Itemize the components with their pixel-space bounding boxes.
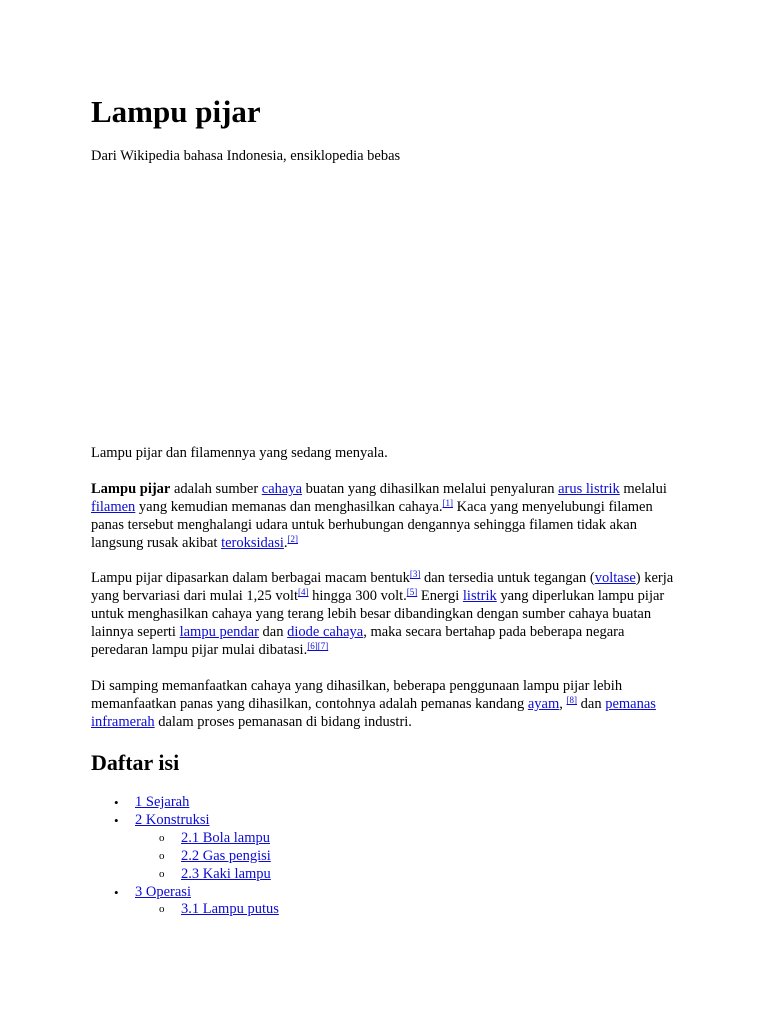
paragraph-heating [91, 677, 681, 731]
text: buatan yang dihasilkan melalui penyaluran [302, 481, 559, 497]
link-pemanas-inframerah[interactable]: pemanas inframerah [91, 696, 656, 730]
text: yang diperlukan lampu pijar untuk menghasilkan cahaya yang terang lebih besar dibandingkan dengan sumber cahaya buatan lainnya seperti [91, 588, 665, 640]
toc-item [91, 830, 279, 848]
toc-item [91, 848, 279, 866]
text: yang kemudian memanas dan menghasilkan cahaya. [135, 499, 443, 515]
link-cahaya[interactable]: cahaya [261, 481, 303, 497]
text: hingga 300 volt. [308, 588, 407, 604]
toc-item [91, 812, 279, 830]
text: dalam proses pemanasan di bidang industri. [154, 714, 412, 730]
link-diode-cahaya[interactable]: diode cahaya [287, 624, 364, 640]
article-image-placeholder [91, 176, 691, 436]
toc-title: Daftar isi [91, 750, 180, 775]
paragraph-market [91, 569, 681, 659]
text: . [283, 535, 288, 551]
reference-1[interactable]: [1] [442, 498, 454, 508]
bullet-circle-icon: o [159, 849, 165, 862]
bullet-disc-icon: • [114, 812, 119, 828]
page-title: Lampu pijar [91, 94, 261, 129]
toc-item [91, 884, 279, 902]
bullet-disc-icon: • [114, 795, 119, 810]
reference-8[interactable]: [8] [566, 695, 578, 705]
text: , maka secara bertahap pada beberapa negara peredaran lampu pijar mulai dibatasi. [91, 624, 625, 658]
bullet-circle-icon: o [159, 831, 165, 844]
bullet-disc-icon: • [114, 884, 119, 900]
bold-term: Lampu pijar [91, 481, 171, 497]
text: , [559, 696, 567, 712]
reference-6-7[interactable]: [6][7] [307, 641, 329, 651]
reference-3[interactable]: [3] [409, 569, 421, 579]
reference-2[interactable]: [2] [287, 534, 299, 544]
link-ayam[interactable]: ayam [527, 696, 560, 712]
text: dan tersedia untuk tegangan ( [420, 570, 595, 586]
text: Energi [417, 588, 463, 604]
text: Di samping memanfaatkan cahaya yang dihasilkan, beberapa penggunaan lampu pijar lebih memanfaatkan panas yang dihasilkan, contohnya adalah pemanas kandang [91, 678, 623, 712]
link-arus-listrik[interactable]: arus listrik [558, 481, 620, 497]
reference-5[interactable]: [5] [406, 587, 418, 597]
table-of-contents [91, 794, 279, 919]
toc-link-lampu-putus[interactable]: 3.1 Lampu putus [181, 901, 279, 918]
text: adalah sumber [170, 481, 262, 497]
text: dan [577, 696, 606, 712]
toc-link-kaki-lampu[interactable]: 2.3 Kaki lampu [181, 865, 271, 882]
toc-item [91, 901, 279, 919]
text: dan [258, 624, 288, 640]
paragraph-intro [91, 480, 681, 552]
site-tagline: Dari Wikipedia bahasa Indonesia, ensiklopedia bebas [91, 148, 401, 164]
text: Lampu pijar dipasarkan dalam berbagai macam bentuk [91, 570, 410, 586]
link-listrik[interactable]: listrik [462, 588, 497, 604]
reference-4[interactable]: [4] [297, 587, 309, 597]
image-caption: Lampu pijar dan filamennya yang sedang menyala. [91, 445, 388, 461]
toc-item [91, 794, 279, 812]
toc-link-gas-pengisi[interactable]: 2.2 Gas pengisi [181, 847, 271, 864]
link-filamen[interactable]: filamen [91, 499, 136, 515]
toc-link-operasi[interactable]: 3 Operasi [135, 883, 191, 900]
link-lampu-pendar[interactable]: lampu pendar [179, 624, 259, 640]
link-voltase[interactable]: voltase [594, 570, 636, 586]
toc-link-konstruksi[interactable]: 2 Konstruksi [135, 811, 210, 828]
bullet-circle-icon: o [159, 867, 165, 880]
bullet-circle-icon: o [159, 903, 165, 916]
toc-link-sejarah[interactable]: 1 Sejarah [135, 794, 190, 810]
text: Kaca yang menyelubungi filamen panas tersebut menghalangi udara untuk berhubungan dengannya sehingga filamen tidak akan langsung rusak akibat [91, 499, 653, 551]
text: melalui [619, 481, 667, 497]
toc-link-bola-lampu[interactable]: 2.1 Bola lampu [181, 829, 271, 846]
toc-item [91, 866, 279, 884]
link-teroksidasi[interactable]: teroksidasi [221, 535, 284, 551]
text: ) kerja yang bervariasi dari mulai 1,25 volt [91, 570, 674, 604]
